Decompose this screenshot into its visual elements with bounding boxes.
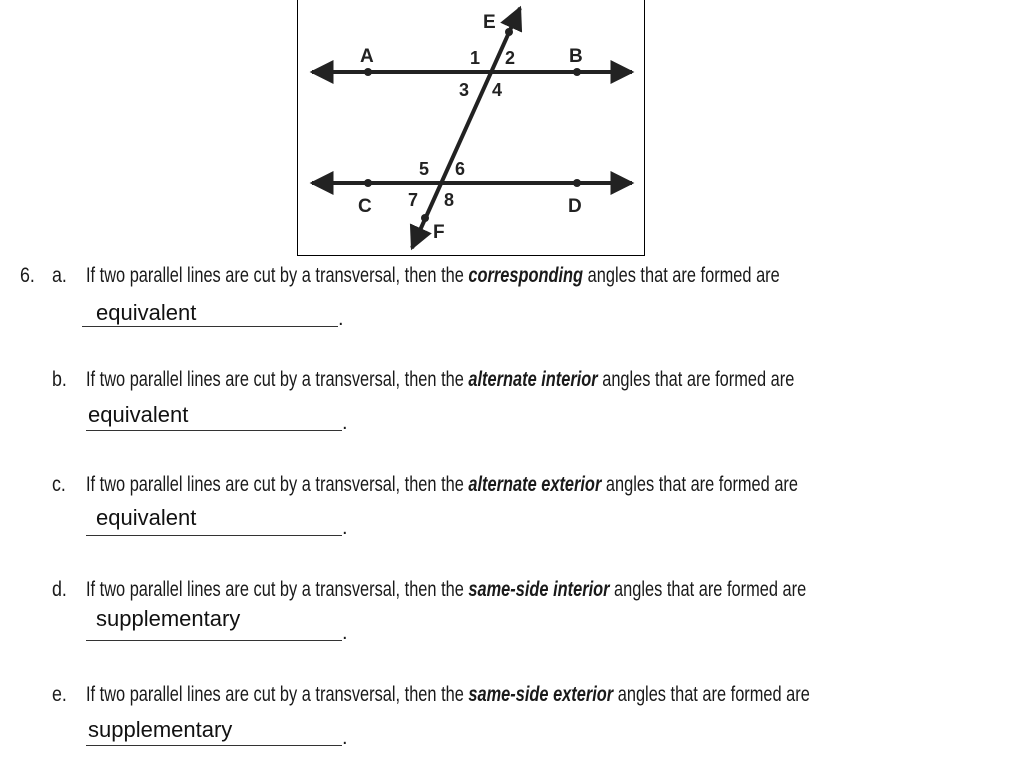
period: . [342,622,348,644]
question-d [0,578,1024,658]
point-f [421,214,429,222]
question-text: If two parallel lines are cut by a transversal, then the same-side exterior angles that are formed are [86,683,810,706]
angle-7: 7 [408,190,419,210]
label-c: C [358,196,372,217]
figure-svg [298,0,646,256]
question-e [0,683,1024,763]
label-b: B [569,46,583,67]
question-letter: b. [52,368,67,391]
question-letter: a. [52,264,67,287]
label-a: A [360,46,374,67]
answer-text: equivalent [88,402,189,427]
question-emphasis: alternate exterior [468,473,602,496]
angle-2: 2 [505,48,516,68]
question-a [0,264,1024,344]
question-emphasis: alternate interior [468,368,598,391]
question-c [0,473,1024,553]
question-letter: d. [52,578,67,601]
question-emphasis: same-side interior [468,578,610,601]
label-f: F [433,222,445,243]
question-letter: c. [52,473,66,496]
answer-text: supplementary [96,606,241,631]
question-letter: e. [52,683,67,706]
question-text: If two parallel lines are cut by a transversal, then the corresponding angles that are formed are [86,264,780,287]
angle-1: 1 [470,48,481,68]
angle-6: 6 [455,159,466,179]
answer-text: equivalent [96,300,197,325]
answer-text: equivalent [96,505,197,530]
question-emphasis: same-side exterior [468,683,614,706]
period: . [342,727,348,749]
question-text: If two parallel lines are cut by a transversal, then the same-side interior angles that are formed are [86,578,807,601]
angle-8: 8 [444,190,455,210]
point-c [364,179,372,187]
point-d [573,179,581,187]
angle-4: 4 [492,80,503,100]
period: . [342,412,348,434]
label-e: E [483,12,496,33]
angle-5: 5 [419,159,430,179]
question-b [0,368,1024,448]
question-text: If two parallel lines are cut by a transversal, then the alternate exterior angles that are formed are [86,473,799,496]
question-emphasis: corresponding [468,264,584,287]
label-d: D [568,196,582,217]
parallel-lines-figure [297,0,645,256]
question-text: If two parallel lines are cut by a transversal, then the alternate interior angles that are formed are [86,368,795,391]
point-a [364,68,372,76]
answer-text: supplementary [88,717,233,742]
transversal-ef [412,8,520,248]
point-b [573,68,581,76]
period: . [338,308,344,330]
angle-3: 3 [459,80,470,100]
point-e [505,28,513,36]
question-number: 6. [20,264,35,287]
period: . [342,517,348,539]
